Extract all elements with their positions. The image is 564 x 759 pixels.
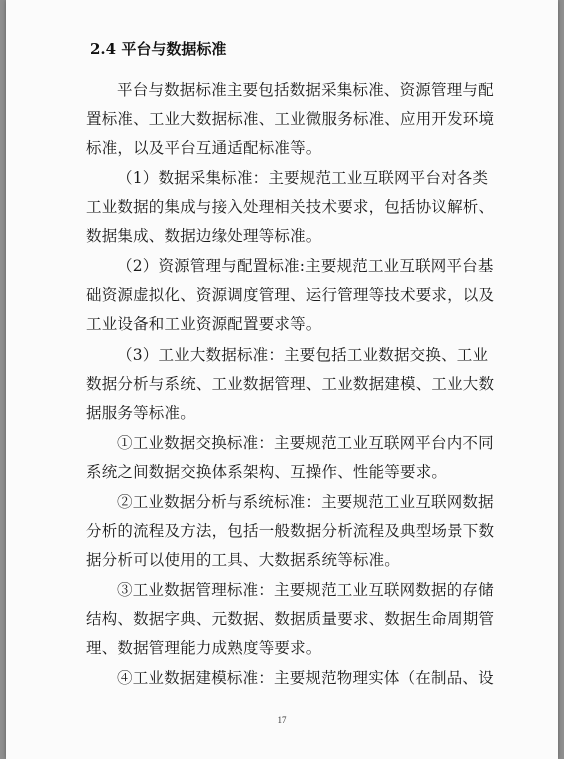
paragraph-data-analysis <box>86 488 495 575</box>
text-line: ①工业数据交换标准：主要规范工业互联网平台内不同 <box>117 434 494 452</box>
document-page <box>6 0 558 759</box>
text-line: ④工业数据建模标准：主要规范物理实体（在制品、设 <box>117 669 494 687</box>
paragraph-overview <box>86 76 495 163</box>
section-heading: 2.4 平台与数据标准 <box>90 40 227 58</box>
text-line: （1）数据采集标准：主要规范工业互联网平台对各类 <box>117 169 489 187</box>
text-line: （2）资源管理与配置标准:主要规范工业互联网平台基 <box>117 257 494 275</box>
text-line: ②工业数据分析与系统标准：主要规范工业互联网数据 <box>117 493 494 511</box>
text-line: 置标准、工业大数据标准、工业微服务标准、应用开发环境 <box>86 110 495 128</box>
text-line: 系统之间数据交换体系架构、互操作、性能等要求。 <box>86 463 448 481</box>
text-line: 理、数据管理能力成熟度等要求。 <box>86 639 322 657</box>
paragraph-data-modeling <box>86 664 494 693</box>
text-line: 平台与数据标准主要包括数据采集标准、资源管理与配 <box>117 81 494 99</box>
paragraph-resource-management <box>86 252 495 339</box>
text-line: 工业数据的集成与接入处理相关技术要求，包括协议解析、 <box>86 198 495 216</box>
text-line: 数据分析与系统、工业数据管理、工业数据建模、工业大数 <box>86 375 495 393</box>
text-line: （3）工业大数据标准：主要包括工业数据交换、工业 <box>117 346 489 364</box>
paragraph-data-exchange <box>86 429 494 487</box>
text-line: 工业设备和工业资源配置要求等。 <box>86 315 322 333</box>
paragraph-data-collection <box>86 164 495 251</box>
paragraph-data-management <box>86 576 495 663</box>
text-line: 结构、数据字典、元数据、数据质量要求、数据生命周期管 <box>86 610 495 628</box>
text-line: ③工业数据管理标准：主要规范工业互联网数据的存储 <box>117 581 494 599</box>
text-line: 据服务等标准。 <box>86 404 196 422</box>
text-line: 据分析可以使用的工具、大数据系统等标准。 <box>86 551 401 569</box>
page-number: 17 <box>277 715 287 725</box>
text-line: 数据集成、数据边缘处理等标准。 <box>86 227 322 245</box>
text-line: 础资源虚拟化、资源调度管理、运行管理等技术要求，以及 <box>86 286 495 304</box>
text-line: 标准，以及平台互通适配标准等。 <box>86 139 322 157</box>
paragraph-industrial-big-data <box>86 341 495 428</box>
text-line: 分析的流程及方法，包括一般数据分析流程及典型场景下数 <box>86 522 495 540</box>
